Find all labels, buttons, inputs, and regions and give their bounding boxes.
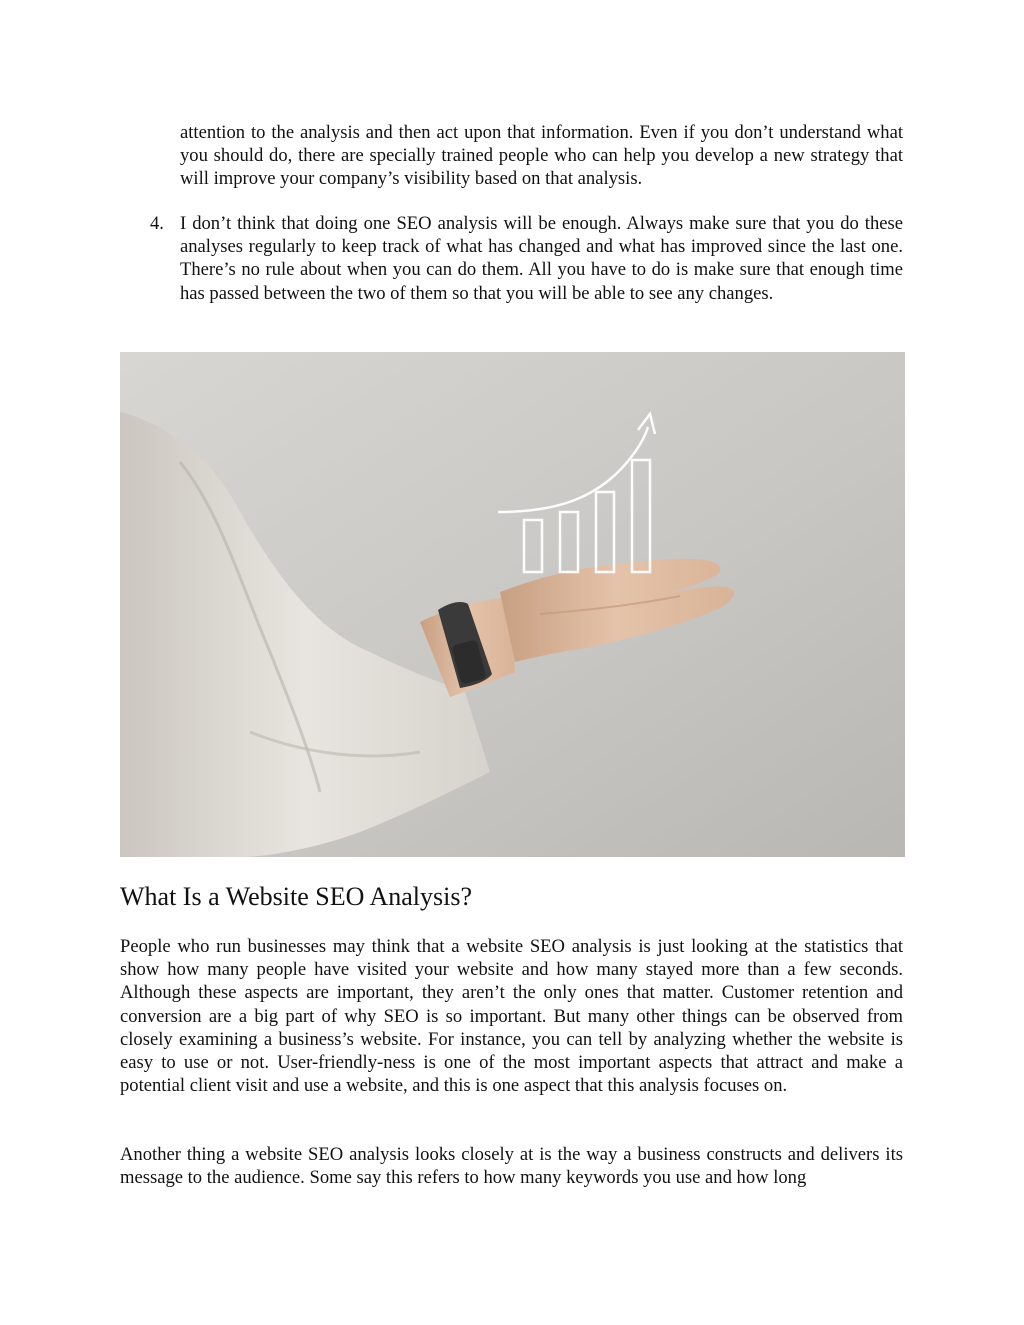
body-paragraph-2: Another thing a website SEO analysis looks closely at is the way a business constructs and delivers its message to the audience. Some say this refers to how many keywords you use and how long [120,1144,903,1189]
list-item-4-text: I don’t think that doing one SEO analysis will be enough. Always make sure that you do these analyses regularly to keep track of what has changed and what has improved since the last one. There’s no rule about when you can do them. All you have to do is make sure that enough time has passed between the two of them so that you will be able to see any changes. [180,213,903,304]
section-heading: What Is a Website SEO Analysis? [120,882,472,911]
body-paragraph-1: People who run businesses may think that a website SEO analysis is just looking at the statistics that show how many people have visited your website and how many stayed more than a few seconds. Although these aspects are important, they aren’t the only ones that matter. Customer retention and conversion are a big part of why SEO is so important. But many other things can be observed from closely examining a business’s website. For instance, you can tell by analyzing whether the website is easy to use or not. User-friendly-ness is one of the most important aspects that attract and make a potential client visit and use a website, and this is one aspect that this analysis focuses on. [120,936,903,1097]
list-item-4-number: 4. [150,213,164,234]
hand-holding-growth-chart-photo [120,352,905,857]
list-item-3-continuation: attention to the analysis and then act upon that information. Even if you don’t understand what you should do, there are specially trained people who can help you develop a new strategy that will improve your company’s visibility based on that analysis. [180,122,903,190]
